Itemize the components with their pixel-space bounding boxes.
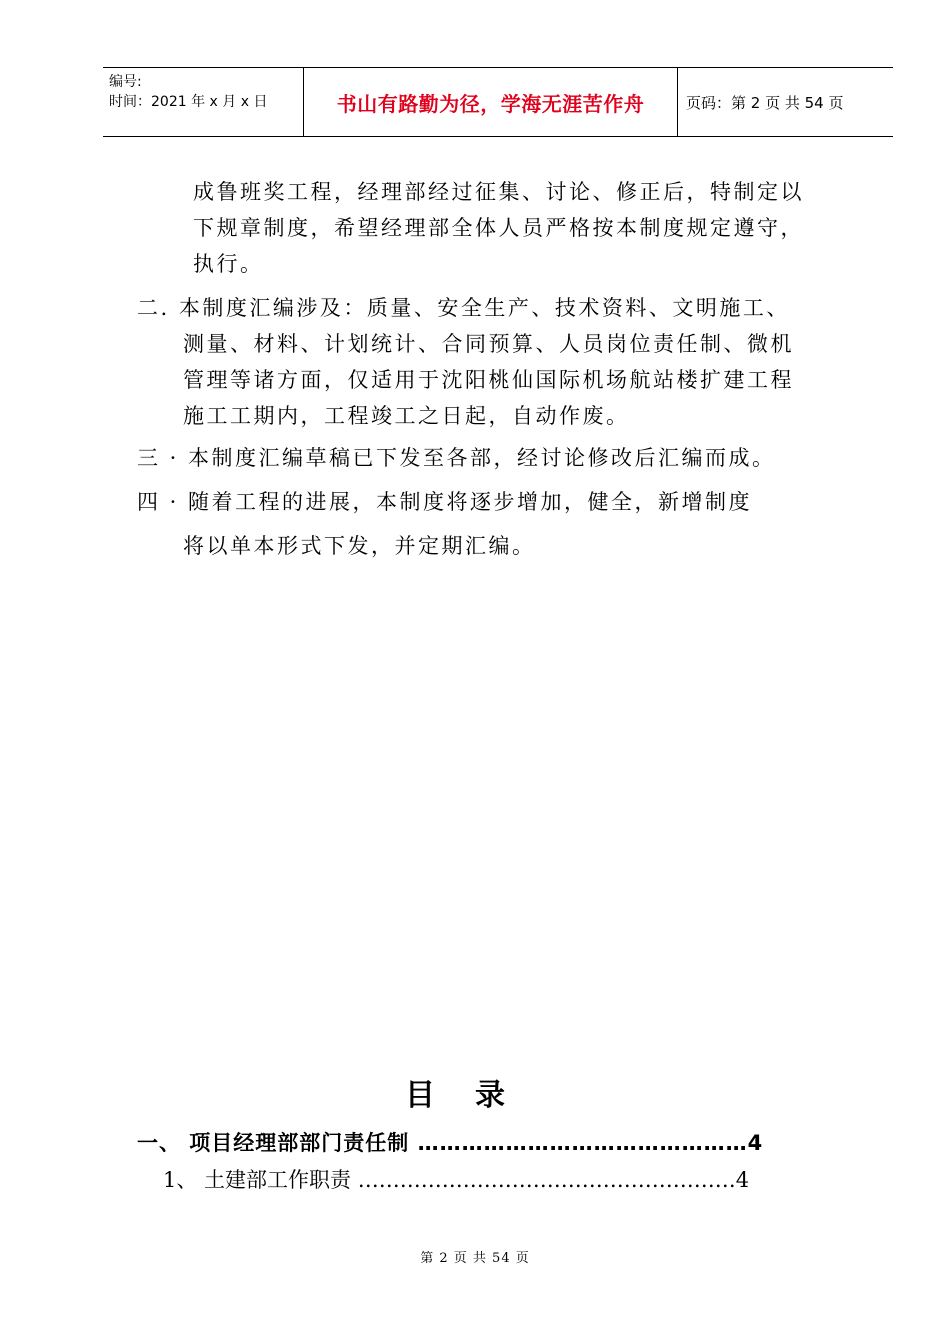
toc-entry[interactable]: 1、 土建部工作职责 ………………………………………………4: [163, 1168, 750, 1192]
item-2-line: 管理等诸方面，仅适用于沈阳桃仙国际机场航站楼扩建工程: [183, 368, 794, 392]
header-motto: 书山有路勤为径，学海无涯苦作舟: [336, 91, 645, 116]
page-header: [103, 67, 893, 137]
toc-title: 目录: [405, 1078, 545, 1113]
toc-entry[interactable]: 一、 项目经理部部门责任制 ………………………………………4: [137, 1131, 764, 1155]
header-meta: [103, 68, 303, 136]
intro-line: 执行。: [193, 252, 264, 276]
page-footer: 第 2 页 共 54 页: [420, 1251, 530, 1266]
intro-line: 下规章制度，希望经理部全体人员严格按本制度规定遵守，: [193, 216, 804, 240]
item-4-line: 四 · 随着工程的进展，本制度将逐步增加，健全，新增制度: [137, 490, 753, 514]
time-label: 时间：2021 年 x 月 x 日: [109, 94, 268, 110]
item-2-line: 施工工期内，工程竣工之日起，自动作废。: [183, 404, 630, 428]
header-page-info: 页码：第 2 页 共 54 页: [686, 93, 844, 112]
item-3: 三 · 本制度汇编草稿已下发至各部，经讨论修改后汇编而成。: [137, 446, 776, 470]
item-2-line: 二. 本制度汇编涉及：质量、安全生产、技术资料、文明施工、: [137, 296, 790, 320]
item-4-line: 将以单本形式下发，并定期汇编。: [183, 534, 536, 558]
intro-line: 成鲁班奖工程，经理部经过征集、讨论、修正后，特制定以: [193, 180, 804, 204]
item-2-line: 测量、材料、计划统计、合同预算、人员岗位责任制、微机: [183, 332, 794, 356]
header-motto-cell: [303, 68, 678, 136]
number-label: 编号:: [109, 74, 142, 90]
